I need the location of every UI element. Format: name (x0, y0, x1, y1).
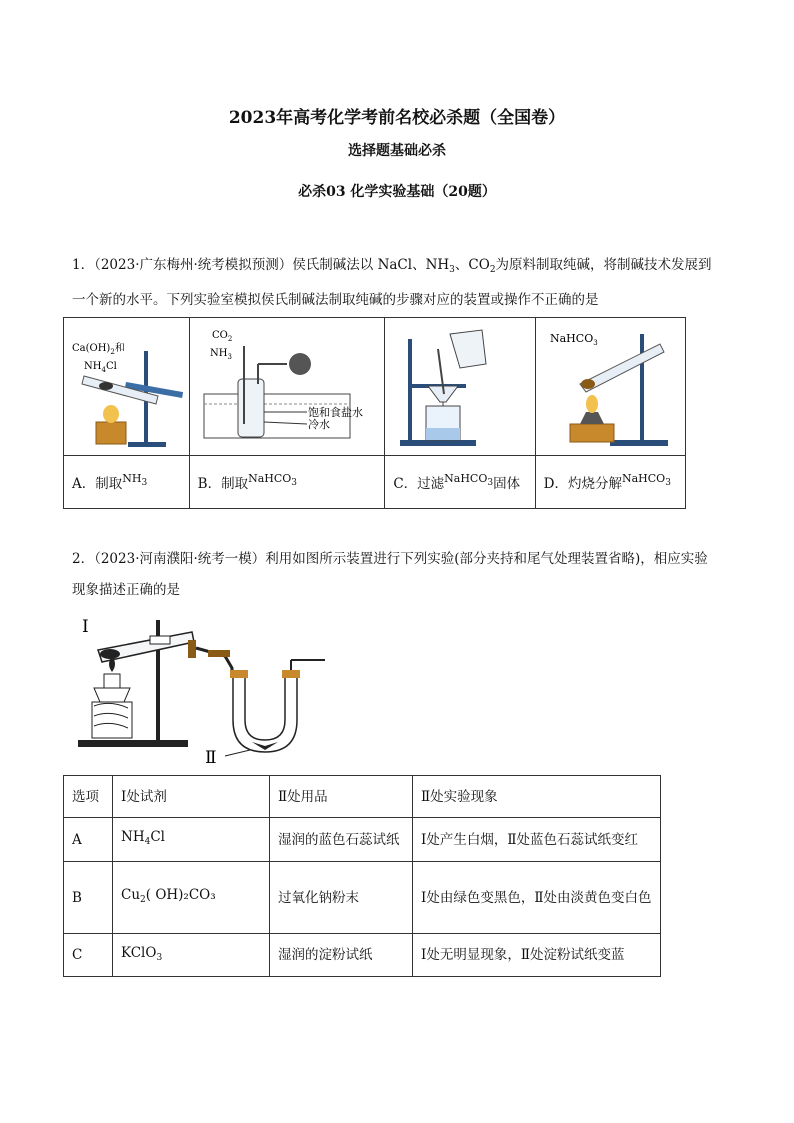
header-cell: 选项 (64, 776, 113, 818)
phenomenon-cell: Ⅰ处由绿色变黑色，Ⅱ处由淡黄色变白色 (413, 862, 661, 934)
table-row (64, 818, 661, 862)
question-2-options-table (63, 775, 661, 977)
reagent-cell: $NH_4Cl$ (113, 818, 270, 862)
option-d: D．灼烧分解$^{NaHCO_3}$ (535, 456, 685, 509)
figure-b-cell (189, 318, 385, 456)
item-cell: 湿润的淀粉试纸 (270, 934, 413, 977)
header-cell: Ⅰ处试剂 (113, 776, 270, 818)
question-1-options-table (63, 317, 686, 509)
option-cell: B (64, 862, 113, 934)
question-2-apparatus-figure (70, 610, 340, 770)
figure-d-label: NaHCO$_3$ (550, 332, 598, 347)
item-cell: 湿润的蓝色石蕊试纸 (270, 818, 413, 862)
question-1-stem-line1: 1．（2023·广东梅州·统考模拟预测）侯氏制碱法以 NaCl、$NH_3$、$CO_2$为原料制取纯碱，将制碱技术发展到 (72, 257, 712, 275)
figure-a-label-line2: $NH_4Cl$ (84, 361, 118, 374)
question-2-stem-line2: 现象描述正确的是 (72, 582, 180, 598)
figure-b-label-brine: 饱和食盐水 (307, 406, 363, 419)
phenomenon-cell: Ⅰ处产生白烟，Ⅱ处蓝色石蕊试纸变红 (413, 818, 661, 862)
option-a: A．制取$^{NH_3}$ (64, 456, 190, 509)
question-1-stem-line2: 一个新的水平。下列实验室模拟侯氏制碱法制取纯碱的步骤对应的装置或操作不正确的是 (72, 292, 599, 308)
figure-b-label-co2: $CO_2$ (211, 330, 233, 343)
figure-b-nahco3-apparatus (192, 324, 382, 449)
figure-a-label-line1: $Ca(OH)_2$和 (72, 343, 126, 356)
figure-d-heating-apparatus (540, 324, 680, 449)
question-2-stem-line1: 2．（2023·河南濮阳·统考一模）利用如图所示装置进行下列实验(部分夹持和尾气处理装置省略)，相应实验 (72, 551, 708, 567)
option-cell: C (64, 934, 113, 977)
header-cell: Ⅱ处用品 (270, 776, 413, 818)
option-cell: A (64, 818, 113, 862)
figure-b-label-cold-water: 冷水 (307, 418, 330, 431)
figure-b-label-nh3: $NH_3$ (209, 348, 232, 361)
figure-a-cell (64, 318, 190, 456)
phenomenon-cell: Ⅰ处无明显现象，Ⅱ处淀粉试纸变蓝 (413, 934, 661, 977)
figure-label-2: Ⅱ (205, 748, 217, 768)
page-title: 2023年高考化学考前名校必杀题（全国卷） (228, 108, 566, 128)
section-title: 必杀03 化学实验基础（20题） (298, 184, 496, 200)
item-cell: 过氧化钠粉末 (270, 862, 413, 934)
figure-a-nh3-apparatus (66, 324, 186, 449)
table-row (64, 934, 661, 977)
figure-d-cell (535, 318, 685, 456)
reagent-cell: KClO$_3$ (113, 934, 270, 977)
reagent-cell: $Cu_2$( OH)₂CO₃ (113, 862, 270, 934)
figure-c-filtration-apparatus (390, 324, 530, 449)
option-c: C．过滤$^{NaHCO_3}$固体 (385, 456, 535, 509)
figure-c-cell (385, 318, 535, 456)
table-header-row (64, 776, 661, 818)
figure-label-1: Ⅰ (82, 617, 89, 637)
page-subtitle: 选择题基础必杀 (348, 143, 446, 159)
option-b: B．制取$^{NaHCO_3}$ (189, 456, 385, 509)
table-row (64, 862, 661, 934)
header-cell: Ⅱ处实验现象 (413, 776, 661, 818)
